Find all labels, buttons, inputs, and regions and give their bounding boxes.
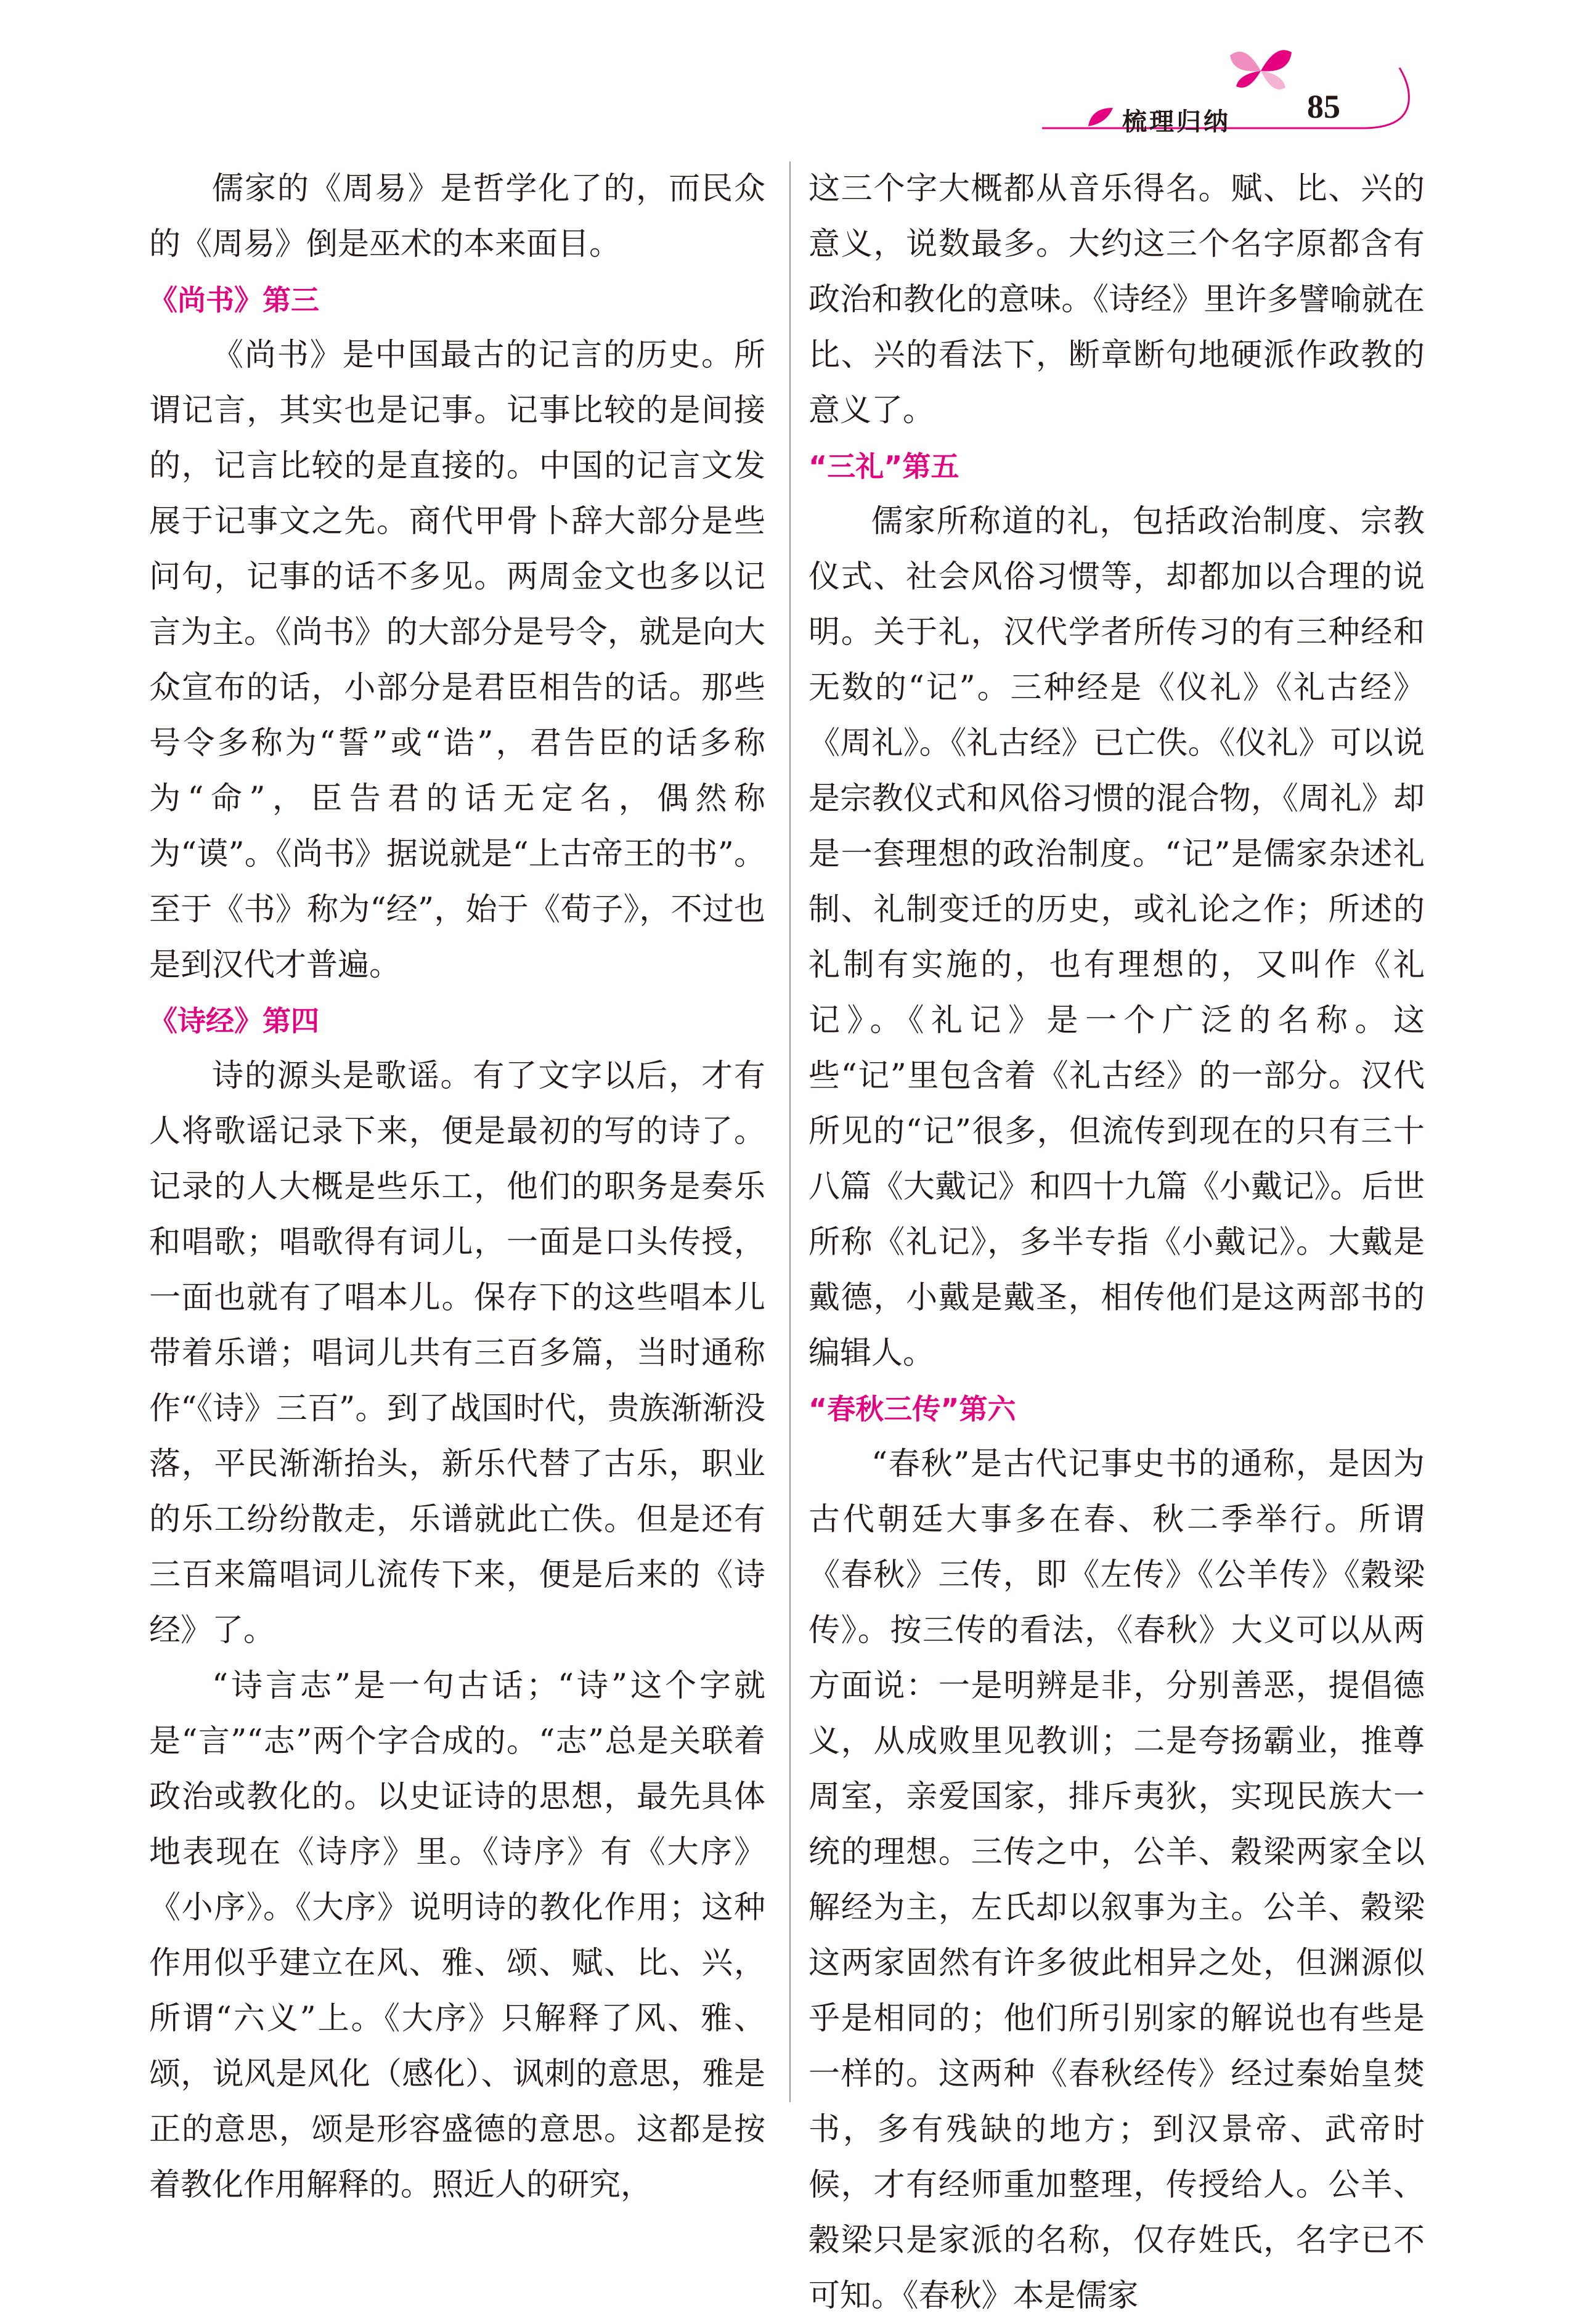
section-heading-shijing: 《诗经》第四 bbox=[149, 1004, 319, 1038]
paragraph: 《尚书》是中国最古的记言的历史。所谓记言，其实也是记事。记事比较的是间接的，记言比较的是直接的。中国的记言文发展于记事文之先。商代甲骨卜辞大部分是些问句，记事的话不多见。两周金文也多以记言为主。《尚书》的大部分是号令，就是向大众宣布的话，小部分是君臣相告的话。那些号令多称为“誓”或“诰”，君告臣的话多称为“命”，臣告君的话无定名，偶然称为“谟”。《尚书》据说就是“上古帝王的书”。至于《书》称为“经”，始于《荀子》，不过也是到汉代才普遍。 bbox=[149, 337, 765, 983]
left-column bbox=[149, 161, 765, 2213]
paragraph: 儒家的《周易》是哲学化了的，而民众的《周易》倒是巫术的本来面目。 bbox=[149, 171, 765, 262]
page-number: 85 bbox=[1307, 88, 1340, 125]
section-heading-chunqiu: “春秋三传”第六 bbox=[808, 1392, 1016, 1426]
butterfly-icon bbox=[1227, 43, 1295, 99]
right-column bbox=[808, 161, 1425, 2324]
paragraph: 这三个字大概都从音乐得名。赋、比、兴的意义，说数最多。大约这三个名字原都含有政治和教化的意味。《诗经》里许多譬喻就在比、兴的看法下，断章断句地硬派作政教的意义了。 bbox=[808, 171, 1425, 429]
section-heading-sanli: “三礼”第五 bbox=[808, 450, 959, 483]
section-title: 梳理归纳 bbox=[1122, 108, 1231, 136]
paragraph: 儒家所称道的礼，包括政治制度、宗教仪式、社会风俗习惯等，却都加以合理的说明。关于礼，汉代学者所传习的有三种经和无数的“记”。三种经是《仪礼》《礼古经》《周礼》。《礼古经》已亡佚。《仪礼》可以说是宗教仪式和风俗习惯的混合物，《周礼》却是一套理想的政治制度。“记”是儒家杂述礼制、礼制变迁的历史，或礼论之作；所述的礼制有实施的，也有理想的，又叫作《礼记》。《礼记》是一个广泛的名称。这些“记”里包含着《礼古经》的一部分。汉代所见的“记”很多，但流传到现在的只有三十八篇《大戴记》和四十九篇《小戴记》。后世所称《礼记》，多半专指《小戴记》。大戴是戴德，小戴是戴圣，相传他们是这两部书的编辑人。 bbox=[808, 503, 1425, 1371]
section-heading-shangshu: 《尚书》第三 bbox=[149, 283, 319, 317]
paragraph: “春秋”是古代记事史书的通称，是因为古代朝廷大事多在春、秋二季举行。所谓《春秋》三传，即《左传》《公羊传》《穀梁传》。按三传的看法，《春秋》大义可以从两方面说：一是明辨是非，分别善恶，提倡德义，从成败里见教训；二是夸扬霸业，推尊周室，亲爱国家，排斥夷狄，实现民族大一统的理想。三传之中，公羊、穀梁两家全以解经为主，左氏却以叙事为主。公羊、穀梁这两家固然有许多彼此相异之处，但渊源似乎是相同的；他们所引别家的解说也有些是一样的。这两种《春秋经传》经过秦始皇焚书，多有残缺的地方；到汉景帝、武帝时候，才有经师重加整理，传授给人。公羊、穀梁只是家派的名称，仅存姓氏，名字已不可知。《春秋》本是儒家 bbox=[808, 1446, 1425, 2314]
leaf-icon bbox=[1085, 105, 1116, 129]
page-header bbox=[1030, 43, 1412, 136]
paragraph: 诗的源头是歌谣。有了文字以后，才有人将歌谣记录下来，便是最初的写的诗了。记录的人大概是些乐工，他们的职务是奏乐和唱歌；唱歌得有词儿，一面是口头传授，一面也就有了唱本儿。保存下的这些唱本儿带着乐谱；唱词儿共有三百多篇，当时通称作“《诗》三百”。到了战国时代，贵族渐渐没落，平民渐渐抬头，新乐代替了古乐，职业的乐工纷纷散走，乐谱就此亡佚。但是还有三百来篇唱词儿流传下来，便是后来的《诗经》了。 bbox=[149, 1058, 765, 1649]
column-divider bbox=[789, 161, 791, 2102]
paragraph: “诗言志”是一句古话；“诗”这个字就是“言”“志”两个字合成的。“志”总是关联着政治或教化的。以史证诗的思想，最先具体地表现在《诗序》里。《诗序》有《大序》《小序》。《大序》说明诗的教化作用；这种作用似乎建立在风、雅、颂、赋、比、兴，所谓“六义”上。《大序》只解释了风、雅、颂，说风是风化（感化）、讽刺的意思，雅是正的意思，颂是形容盛德的意思。这都是按着教化作用解释的。照近人的研究， bbox=[149, 1668, 765, 2203]
